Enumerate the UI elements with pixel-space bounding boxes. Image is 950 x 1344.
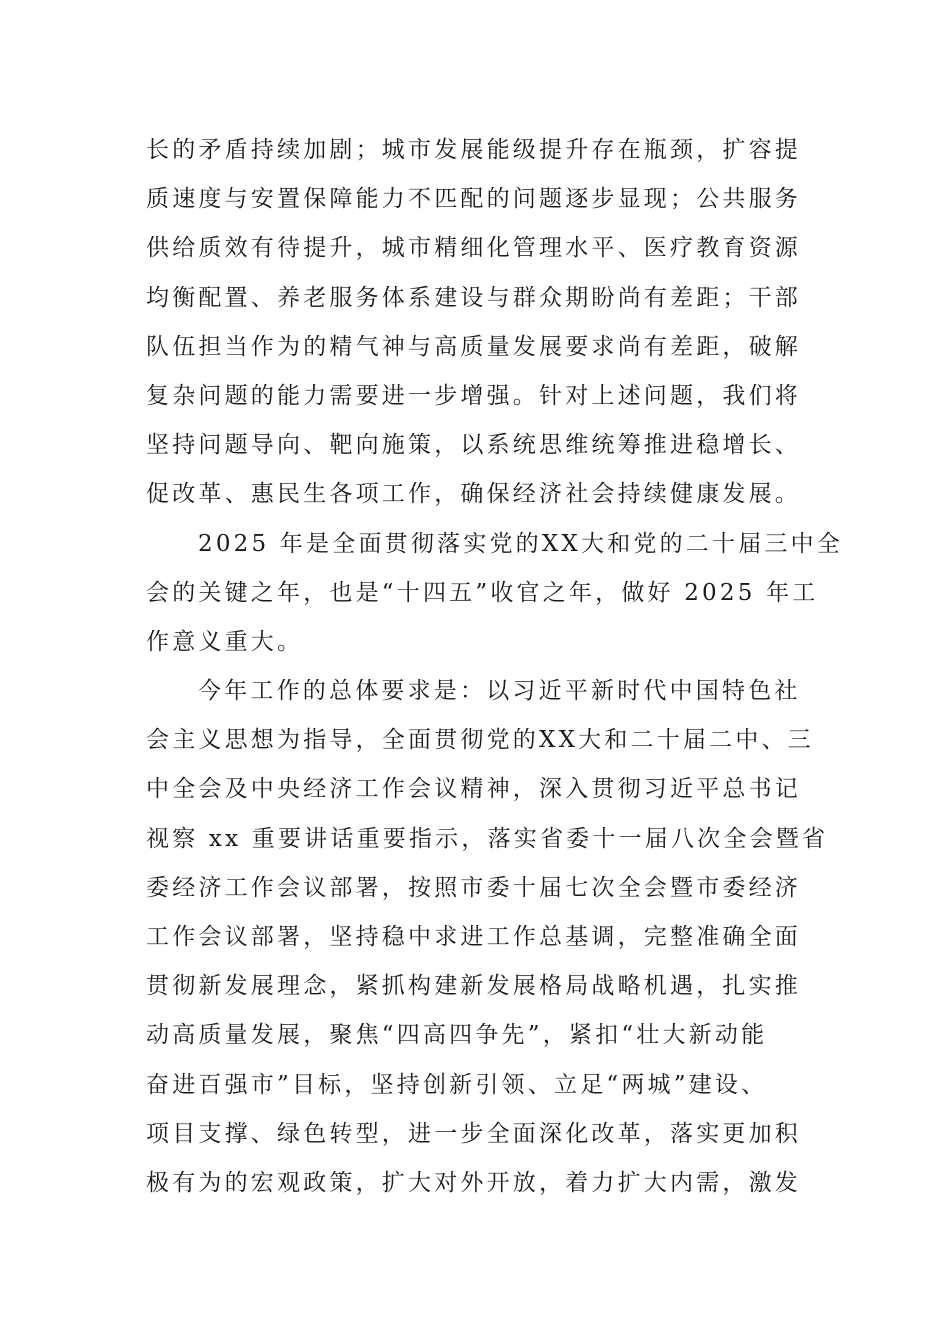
text-line: 今年工作的总体要求是：以习近平新时代中国特色社 — [198, 678, 801, 705]
text-line: 2025 年是全面贯彻落实党的XX大和党的二十届三中全 — [198, 530, 843, 557]
text-line: 均衡配置、养老服务体系建设与群众期盼尚有差距；干部 — [146, 284, 801, 311]
text-line: 视察 xx 重要讲话重要指示，落实省委十一届八次全会暨省 — [146, 825, 829, 852]
text-line: 促改革、惠民生各项工作，确保经济社会持续健康发展。 — [146, 481, 801, 508]
text-line: 队伍担当作为的精气神与高质量发展要求尚有差距，破解 — [146, 333, 801, 360]
text-line: 会的关键之年，也是“十四五”收官之年，做好 2025 年工 — [146, 579, 819, 606]
text-line: 动高质量发展，聚焦“四高四争先”，紧扣“壮大新动能 — [146, 1022, 768, 1049]
text-line: 会主义思想为指导，全面贯彻党的XX大和二十届二中、三 — [146, 727, 814, 754]
text-line: 工作会议部署，坚持稳中求进工作总基调，完整准确全面 — [146, 924, 801, 950]
paragraph-1 — [146, 126, 806, 520]
text-line: 质速度与安置保障能力不匹配的问题逐步显现；公共服务 — [146, 186, 801, 213]
document-body — [146, 126, 843, 1208]
text-line: 奋进百强市”目标，坚持创新引领、立足“两城”建设、 — [146, 1071, 768, 1098]
text-line: 委经济工作会议部署，按照市委十届七次全会暨市委经济 — [146, 874, 801, 901]
paragraph-3 — [146, 667, 829, 1208]
text-line: 坚持问题导向、靶向施策，以系统思维统筹推进稳增长、 — [146, 432, 801, 459]
text-line: 供给质效有待提升，城市精细化管理水平、医疗教育资源 — [146, 235, 801, 262]
text-line: 复杂问题的能力需要进一步增强。针对上述问题，我们将 — [146, 382, 801, 409]
text-line: 极有为的宏观政策，扩大对外开放，着力扩大内需，激发 — [146, 1169, 801, 1196]
text-line: 项目支撑、绿色转型，进一步全面深化改革，落实更加积 — [146, 1120, 801, 1147]
text-line: 作意义重大。 — [146, 628, 304, 655]
text-line: 长的矛盾持续加剧；城市发展能级提升存在瓶颈，扩容提 — [146, 137, 801, 163]
paragraph-2 — [146, 520, 843, 668]
text-line: 中全会及中央经济工作会议精神，深入贯彻习近平总书记 — [146, 776, 801, 803]
text-line: 贯彻新发展理念，紧抓构建新发展格局战略机遇，扎实推 — [146, 973, 801, 1000]
